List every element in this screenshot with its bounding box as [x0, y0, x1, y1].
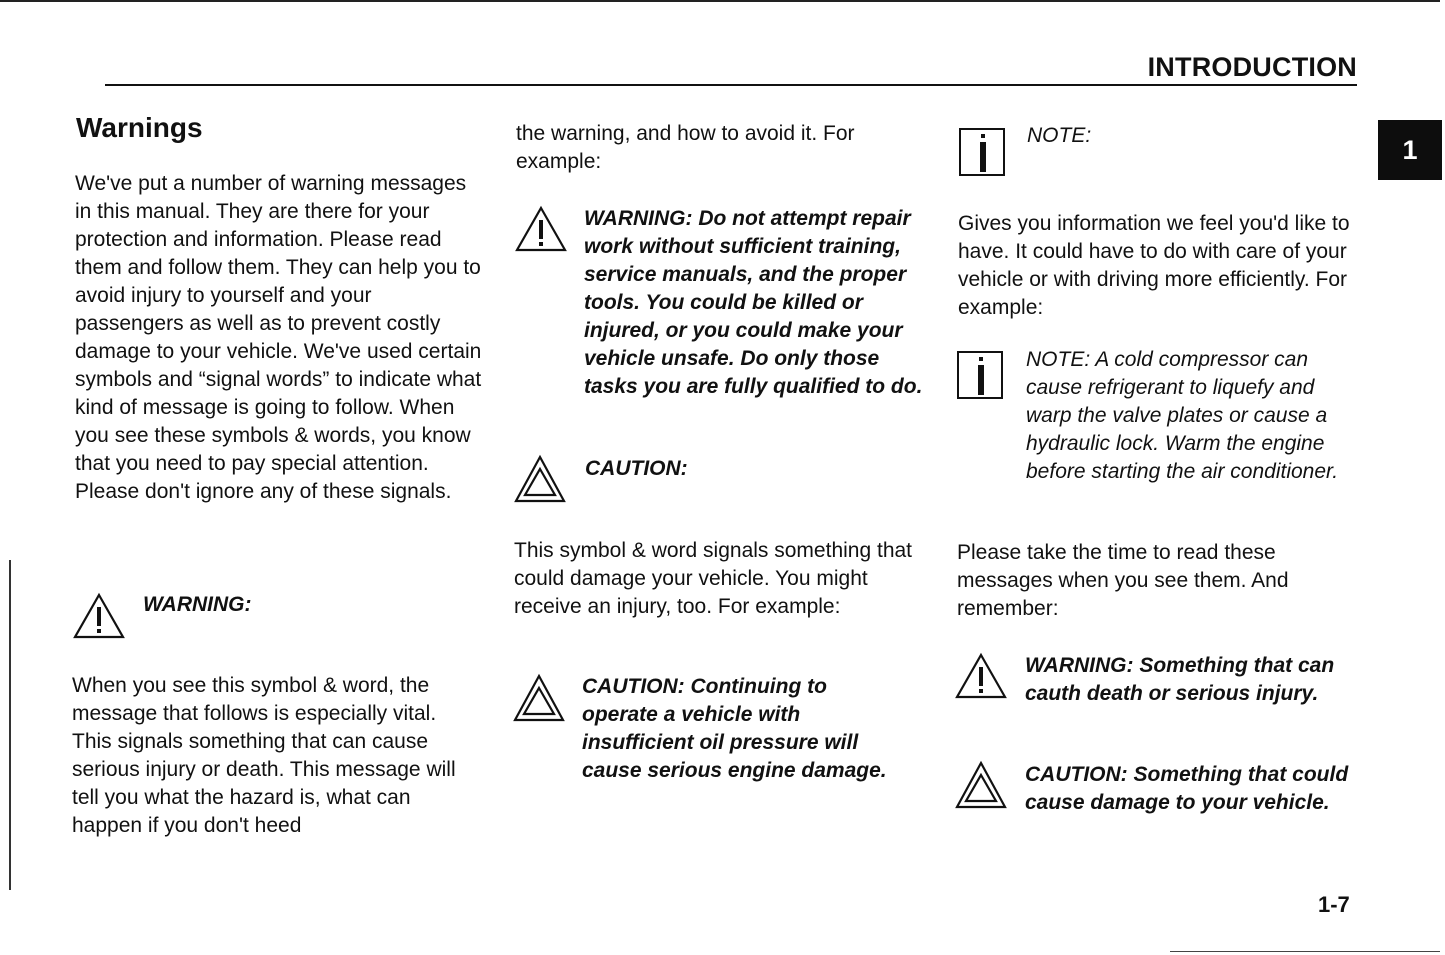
- caution-triangle-icon: [954, 760, 1008, 810]
- info-icon: [957, 351, 1003, 399]
- note-description: Gives you information we feel you'd like to have. It could have to do with care of your vehicle or with driving more efficiently. For example:: [958, 212, 1350, 319]
- note-example: NOTE: A cold compressor can cause refrigerant to liquefy and warp the valve plates or cause a hydraulic lock. Warm the engine before starting the air conditioner.: [1026, 348, 1339, 483]
- warning-summary: WARNING: Something that can cauth death or serious injury.: [1025, 654, 1335, 705]
- caution-triangle-icon: [512, 673, 566, 723]
- warning-triangle-icon: [72, 592, 126, 640]
- header-rule: [105, 84, 1357, 86]
- warning-triangle-icon: [514, 205, 568, 253]
- caution-example: CAUTION: Continuing to operate a vehicle with insufficient oil pressure will cause serious engine damage.: [582, 675, 887, 782]
- warning-description: When you see this symbol & word, the message that follows is especially vital. This signals something that can cause serious injury or death. This message will tell you what the hazard is, what can happen if you don't heed: [72, 674, 456, 837]
- caution-summary: CAUTION: Something that could cause damage to your vehicle.: [1025, 763, 1349, 814]
- intro-paragraph: We've put a number of warning messages in this manual. They are there for your protection and information. Please read them and follow them. They can help you to avoid injury to yourself and your passengers as well as to prevent costly damage to your vehicle. We've used certain symbols and “signal words” to indicate what kind of message is going to follow. When you see these symbols & words, you know that you need to pay special attention. Please don't ignore any of these signals.: [75, 172, 482, 503]
- warning-triangle-icon: [954, 652, 1008, 700]
- binding-mark: [9, 560, 11, 890]
- info-icon: [959, 128, 1005, 176]
- chapter-tab: 1: [1378, 120, 1442, 180]
- note-label: NOTE:: [1027, 124, 1092, 147]
- caution-description: This symbol & word signals something that could damage your vehicle. You might receive an injury, too. For example:: [514, 539, 913, 618]
- section-title: INTRODUCTION: [1147, 52, 1357, 82]
- closing-paragraph: Please take the time to read these messages when you see them. And remember:: [957, 541, 1289, 620]
- top-rule: [0, 0, 1440, 2]
- warning-label: WARNING:: [143, 593, 252, 616]
- continuation-paragraph: the warning, and how to avoid it. For example:: [516, 122, 855, 173]
- warning-example: WARNING: Do not attempt repair work without sufficient training, service manuals, and the proper tools. You could be killed or injured, or you could make your vehicle unsafe. Do only those tasks you are fully qualified to do.: [584, 207, 923, 398]
- caution-triangle-icon: [513, 454, 567, 504]
- page-number: 1-7: [1318, 892, 1350, 917]
- caution-label: CAUTION:: [585, 457, 688, 480]
- warnings-heading: Warnings: [76, 112, 203, 143]
- bottom-rule: [1170, 951, 1440, 952]
